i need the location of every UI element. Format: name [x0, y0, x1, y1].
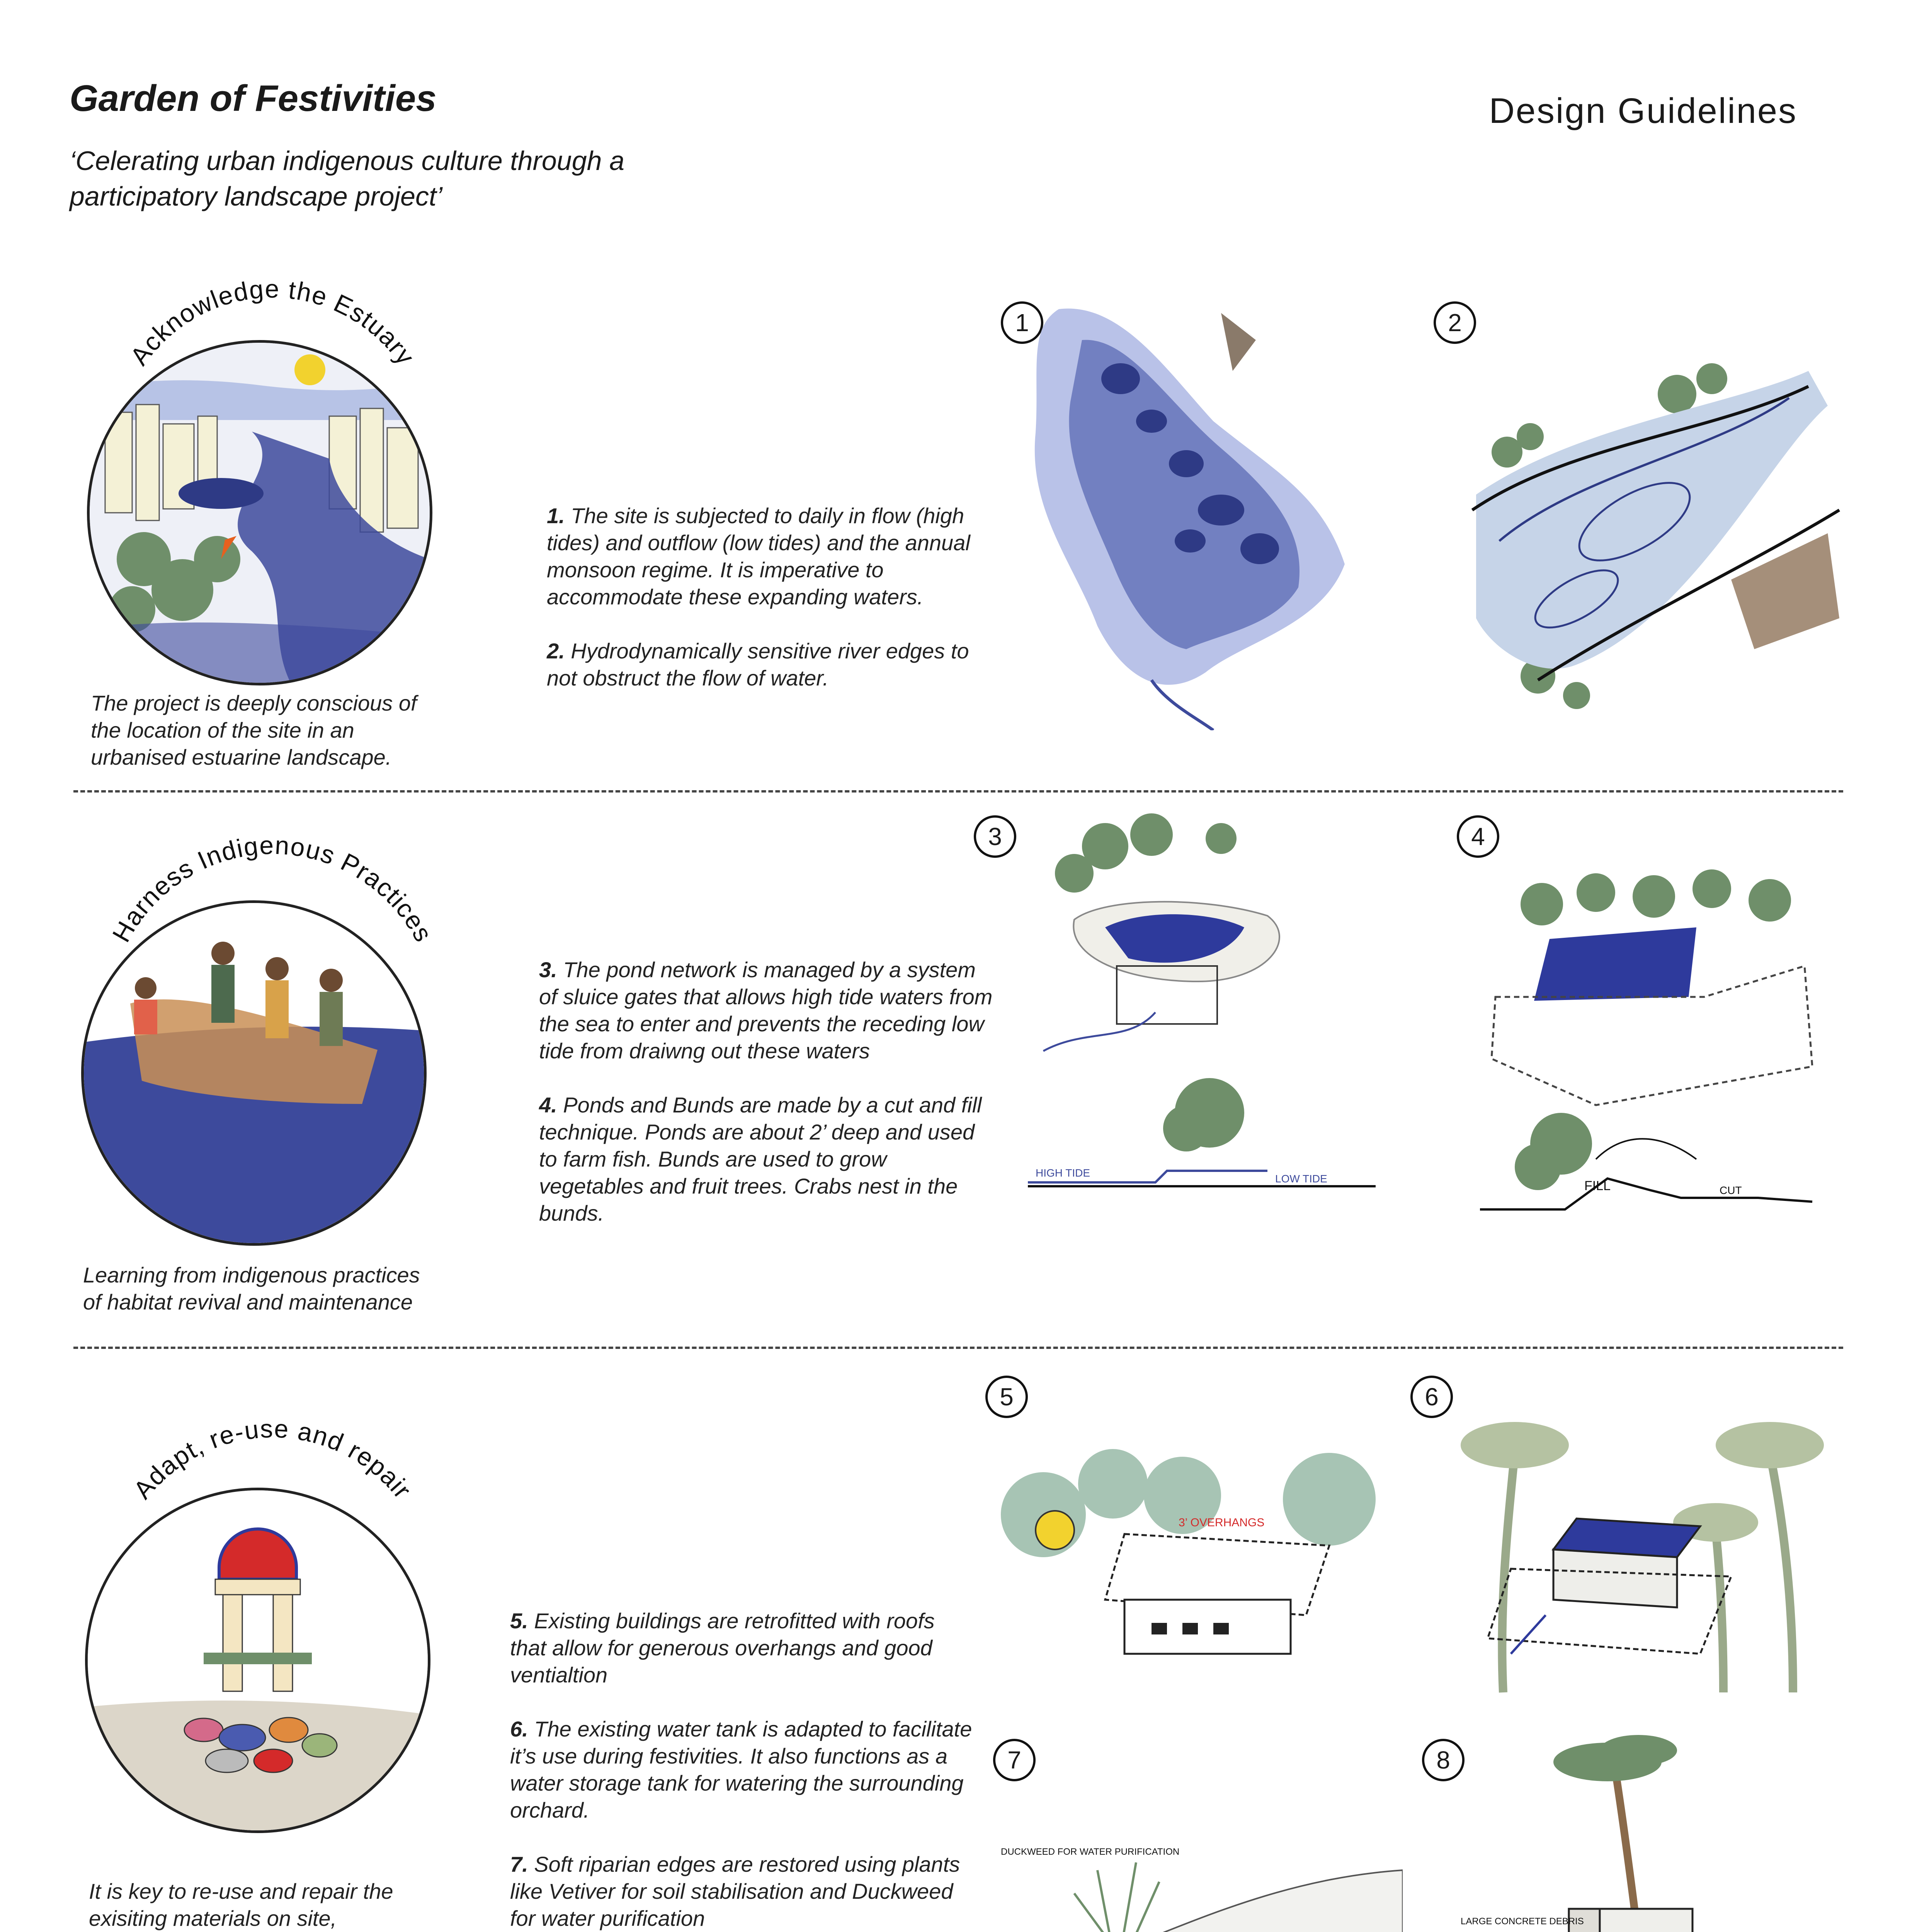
guideline-paragraph: 5. Existing buildings are retrofitted with roofs that allow for generous overhangs and good ventialtion — [510, 1609, 935, 1687]
figure-number-8: 8 — [1422, 1739, 1465, 1781]
figure-number-6: 6 — [1410, 1376, 1453, 1418]
label-cut: CUT — [1720, 1184, 1742, 1196]
page-title: Garden of Festivities — [70, 78, 437, 119]
section-caption: The project is deeply conscious of the location of the site in an urbanised estuarine landscape. — [91, 691, 417, 769]
figure-riparian-edge — [997, 1824, 1403, 1932]
page-subtitle: ‘Celerating urban indigenous culture through a participatory landscape project’ — [70, 146, 624, 211]
heading-text: Acknowledge the Estuary — [124, 274, 421, 371]
section-body — [539, 956, 995, 1254]
label-high-tide: HIGH TIDE — [1036, 1167, 1090, 1179]
section-caption: It is key to re-use and repair the exisiting materials on site, — [89, 1879, 393, 1930]
label-low-tide: LOW TIDE — [1275, 1173, 1327, 1185]
figure-river-edge — [1461, 348, 1847, 715]
figure-sluice-gate — [1028, 811, 1376, 1244]
guideline-paragraph: 6. The existing water tank is adapted to facilitate it’s use during festivities. It also functions as a water storage tank for watering the surrounding orchard. — [510, 1717, 972, 1822]
guideline-paragraph: 1. The site is subjected to daily in flow (high tides) and outflow (low tides) and the annual monsoon regime. It is imperative to accommodate these expanding waters. — [547, 503, 970, 609]
label-large-debris: LARGE CONCRETE DEBRIS — [1461, 1916, 1584, 1927]
figure-number-5: 5 — [985, 1376, 1028, 1418]
heading-text: Adapt, re-use and repair — [128, 1414, 418, 1504]
section-body — [510, 1607, 974, 1932]
section-divider — [73, 790, 1843, 793]
label-fill: FILL — [1584, 1179, 1611, 1193]
figure-water-tank — [1453, 1376, 1843, 1708]
guideline-paragraph: 3. The pond network is managed by a system of sluice gates that allows high tide waters from the sea to enter and prevents the receding low tide from draiwng out these waters — [539, 957, 993, 1063]
figure-number-3: 3 — [974, 815, 1016, 858]
fishermen-net-sketch — [84, 903, 424, 1243]
sun-icon — [294, 354, 325, 385]
figure-estuary-map — [1005, 294, 1391, 730]
guideline-paragraph: 4. Ponds and Bunds are made by a cut and fill technique. Ponds are about 2’ deep and used to farm fish. Bunds are used to grow vegetables and fruit trees. Crabs nest in the bunds. — [539, 1093, 982, 1225]
figure-number-4: 4 — [1457, 815, 1499, 858]
label-duckweed: DUCKWEED FOR WATER PURIFICATION — [1001, 1847, 1180, 1857]
figure-ponds-bunds — [1480, 850, 1828, 1236]
figure-number-7: 7 — [993, 1739, 1036, 1781]
figure-gabion-wall — [1445, 1723, 1847, 1932]
figure-number-2: 2 — [1434, 301, 1476, 344]
section-body — [547, 502, 995, 719]
estuary-city-sketch — [90, 343, 430, 683]
section-caption: Learning from indigenous practices of habitat revival and maintenance — [83, 1263, 420, 1314]
figure-retrofit-roof — [997, 1437, 1403, 1677]
fishermen-illustration — [81, 900, 427, 1246]
reuse-illustration — [85, 1488, 430, 1833]
guideline-paragraph: 7. Soft riparian edges are restored using plants like Vetiver for soil stabilisation and Duckweed for water purification — [510, 1852, 960, 1930]
gateway-rubble-sketch — [88, 1490, 428, 1830]
label-overhangs: 3’ OVERHANGS — [1179, 1516, 1265, 1529]
estuary-illustration — [87, 340, 432, 685]
section-divider — [73, 1347, 1843, 1349]
section-label: Design Guidelines — [1489, 91, 1797, 131]
figure-number-1: 1 — [1001, 301, 1043, 344]
guideline-paragraph: 2. Hydrodynamically sensitive river edges to not obstruct the flow of water. — [547, 639, 969, 690]
heading-text: Harness Indigenous Practices — [106, 831, 439, 947]
